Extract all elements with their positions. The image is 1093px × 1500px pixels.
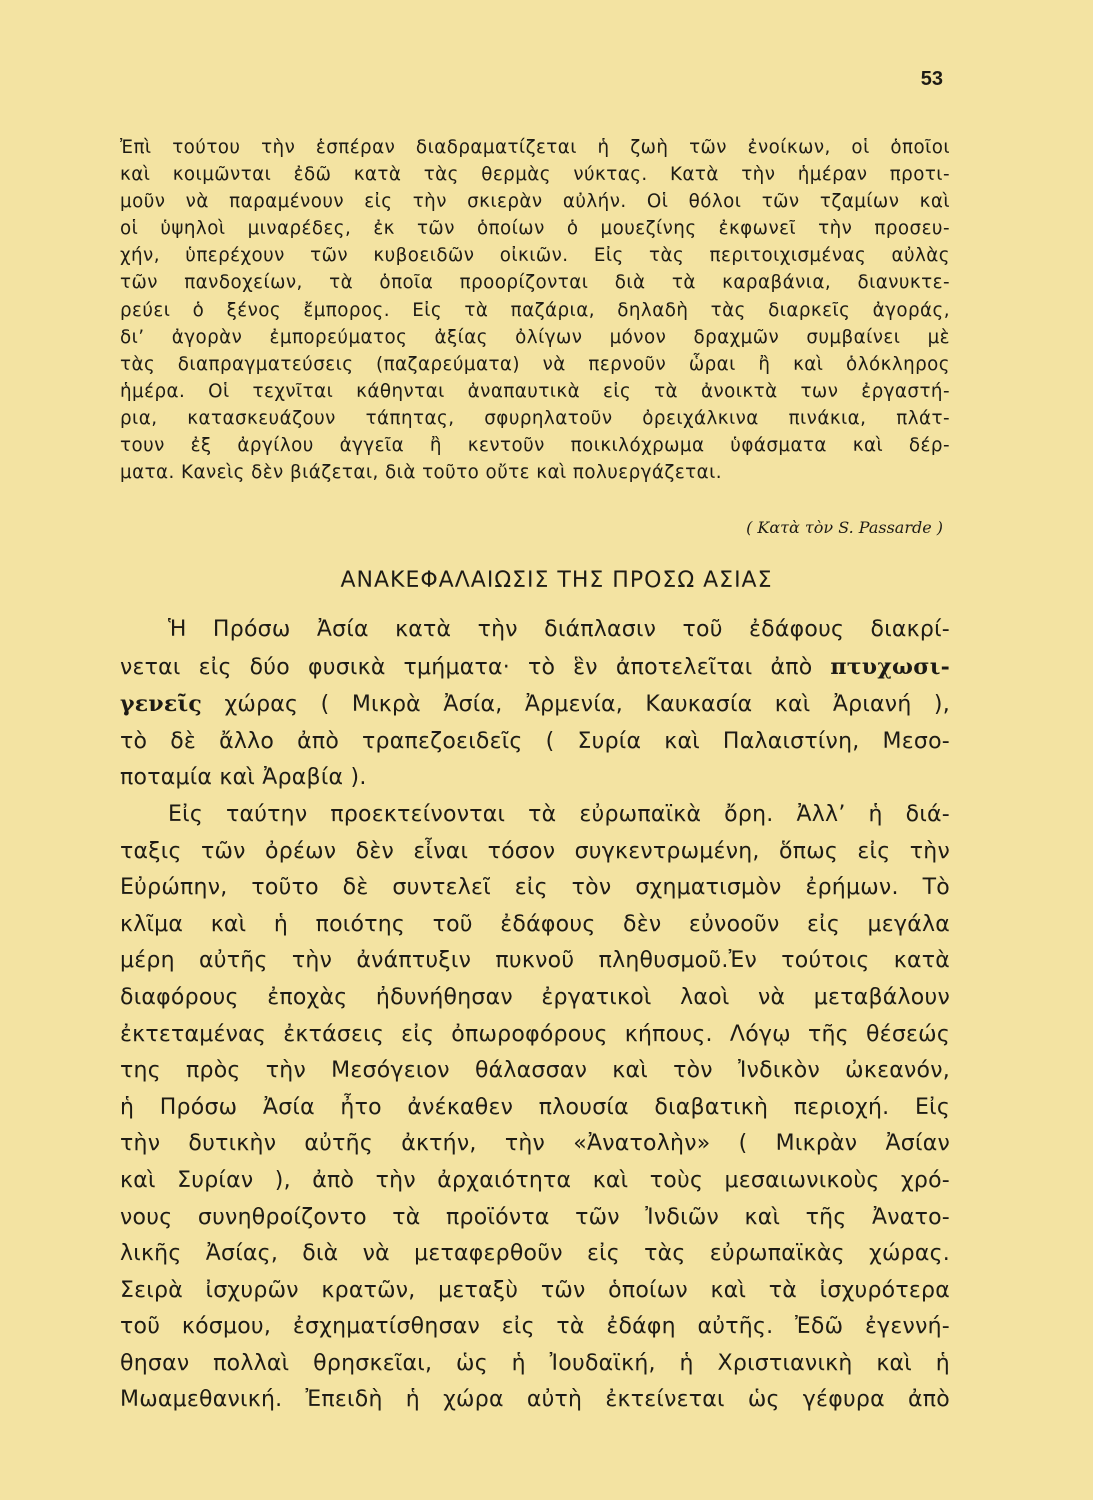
passage-line: ρεύει ὁ ξένος ἔμπορος. Εἰς τὰ παζάρια, δηλαδὴ τὰς διαρκεῖς ἀγοράς, xyxy=(120,299,950,321)
paragraph-line: τὴν δυτικὴν αὐτῆς ἀκτήν, τὴν «Ἀνατολὴν» ( Μικρὰν Ἀσίαν xyxy=(120,1131,950,1157)
line-text: νεται εἰς δύο φυσικὰ τμήματα· τὸ ἓν ἀποτελεῖται ἀπὸ xyxy=(120,654,831,680)
passage-line: δι’ ἀγορὰν ἐμπορεύματος ἀξίας ὀλίγων μόνον δραχμῶν συμβαίνει μὲ xyxy=(120,326,950,348)
paragraph-line: ποταμία καὶ Ἀραβία ). xyxy=(120,765,367,791)
line-text: χώρας ( Μικρὰ Ἀσία, Ἀρμενία, Καυκασία καὶ Ἀριανή ), xyxy=(202,692,950,718)
paragraph-line xyxy=(120,649,950,687)
passage-line: τουν ἐξ ἀργίλου ἀγγεῖα ἢ κεντοῦν ποικιλόχρωμα ὑφάσματα καὶ δέρ- xyxy=(120,435,950,457)
passage-line: ἡμέρα. Οἱ τεχνῖται κάθηνται ἀναπαυτικὰ εἰς τὰ ἀνοικτὰ των ἐργαστή- xyxy=(120,380,950,402)
paragraph-line: τὸ δὲ ἄλλο ἀπὸ τραπεζοειδεῖς ( Συρία καὶ Παλαιστίνη, Μεσο- xyxy=(120,728,950,754)
attribution: ( Κατὰ τὸν S. Passarde ) xyxy=(746,518,943,537)
passage-line: καὶ κοιμῶνται ἐδῶ κατὰ τὰς θερμὰς νύκτας. Κατὰ τὴν ἡμέραν προτι- xyxy=(120,164,950,186)
passage-line: τῶν πανδοχείων, τὰ ὁποῖα προορίζονται διὰ τὰ καραβάνια, διανυκτε- xyxy=(120,272,950,294)
paragraph-line: νους συνηθροίζοντο τὰ προϊόντα τῶν Ἰνδιῶν καὶ τῆς Ἀνατο- xyxy=(120,1204,950,1230)
paragraph-line: Εὐρώπην, τοῦτο δὲ συντελεῖ εἰς τὸν σχηματισμὸν ἐρήμων. Τὸ xyxy=(120,875,950,901)
emphasized-term: γενεῖς xyxy=(120,691,203,718)
paragraph-line: Εἰς ταύτην προεκτείνονται τὰ εὐρωπαϊκὰ ὄρη. Ἀλλ’ ἡ διά- xyxy=(168,801,950,827)
paragraph-line: κλῖμα καὶ ἡ ποιότης τοῦ ἐδάφους δὲν εὐνοοῦν εἰς μεγάλα xyxy=(120,911,950,937)
passage-line: χήν, ὑπερέχουν τῶν κυβοειδῶν οἰκιῶν. Εἰς τὰς περιτοιχισμένας αὐλὰς xyxy=(120,245,950,267)
section-heading: ΑΝΑΚΕΦΑΛΑΙΩΣΙΣ ΤΗΣ ΠΡΟΣΩ ΑΣΙΑΣ xyxy=(340,568,773,593)
paragraph-line: Ἡ Πρόσω Ἀσία κατὰ τὴν διάπλασιν τοῦ ἐδάφους διακρί- xyxy=(168,617,950,642)
paragraph-line: λικῆς Ἀσίας, διὰ νὰ μεταφερθοῦν εἰς τὰς εὐρωπαϊκὰς χώρας. xyxy=(120,1241,950,1267)
passage-line: ρια, κατασκευάζουν τάπητας, σφυρηλατοῦν ὀρειχάλκινα πινάκια, πλάτ- xyxy=(120,407,950,429)
passage-text xyxy=(120,134,950,486)
passage-line: ματα. Κανεὶς δὲν βιάζεται, διὰ τοῦτο οὔτε καὶ πολυεργάζεται. xyxy=(120,462,723,484)
paragraph-line: καὶ Συρίαν ), ἀπὸ τὴν ἀρχαιότητα καὶ τοὺς μεσαιωνικοὺς χρό- xyxy=(120,1167,950,1193)
emphasized-term: πτυχωσι- xyxy=(830,653,950,680)
section-body xyxy=(120,612,950,1419)
paragraph-line: ταξις τῶν ὀρέων δὲν εἶναι τόσον συγκεντρωμένη, ὅπως εἰς τὴν xyxy=(120,838,950,864)
paragraph-line: ἐκτεταμένας ἐκτάσεις εἰς ὀπωροφόρους κήπους. Λόγῳ τῆς θέσεώς xyxy=(120,1021,950,1047)
paragraph-line: Μωαμεθανική. Ἐπειδὴ ἡ χώρα αὐτὴ ἐκτείνεται ὡς γέφυρα ἀπὸ xyxy=(120,1387,950,1413)
passage-line: οἱ ὑψηλοὶ μιναρέδες, ἐκ τῶν ὁποίων ὁ μουεζίνης ἐκφωνεῖ τὴν προσευ- xyxy=(120,218,950,240)
paragraph-line: θησαν πολλαὶ θρησκεῖαι, ὡς ἡ Ἰουδαϊκή, ἡ Χριστιανικὴ καὶ ἡ xyxy=(120,1350,950,1376)
page-number: 53 xyxy=(920,68,943,90)
paragraph-line: ἡ Πρόσω Ἀσία ἦτο ἀνέκαθεν πλουσία διαβατικὴ περιοχή. Εἰς xyxy=(120,1094,950,1120)
paragraph-line xyxy=(120,686,950,724)
paragraph-line: μέρη αὐτῆς τὴν ἀνάπτυξιν πυκνοῦ πληθυσμοῦ.Ἐν τούτοις κατὰ xyxy=(120,948,950,974)
passage-line: μοῦν νὰ παραμένουν εἰς τὴν σκιερὰν αὐλήν. Οἱ θόλοι τῶν τζαμίων καὶ xyxy=(120,191,950,213)
paragraph-line: Σειρὰ ἰσχυρῶν κρατῶν, μεταξὺ τῶν ὁποίων καὶ τὰ ἰσχυρότερα xyxy=(120,1277,950,1303)
passage-line: Ἐπὶ τούτου τὴν ἑσπέραν διαδραματίζεται ἡ ζωὴ τῶν ἐνοίκων, οἱ ὁποῖοι xyxy=(120,137,950,158)
paragraph-line: τοῦ κόσμου, ἐσχηματίσθησαν εἰς τὰ ἐδάφη αὐτῆς. Ἐδῶ ἐγεννή- xyxy=(120,1314,950,1340)
passage-line: τὰς διαπραγματεύσεις (παζαρεύματα) νὰ περνοῦν ὧραι ἢ καὶ ὁλόκληρος xyxy=(120,353,950,375)
paragraph-line: διαφόρους ἐποχὰς ἠδυνήθησαν ἐργατικοὶ λαοὶ νὰ μεταβάλουν xyxy=(120,984,950,1010)
paragraph-line: της πρὸς τὴν Μεσόγειον θάλασσαν καὶ τὸν Ἰνδικὸν ὠκεανόν, xyxy=(120,1058,950,1084)
